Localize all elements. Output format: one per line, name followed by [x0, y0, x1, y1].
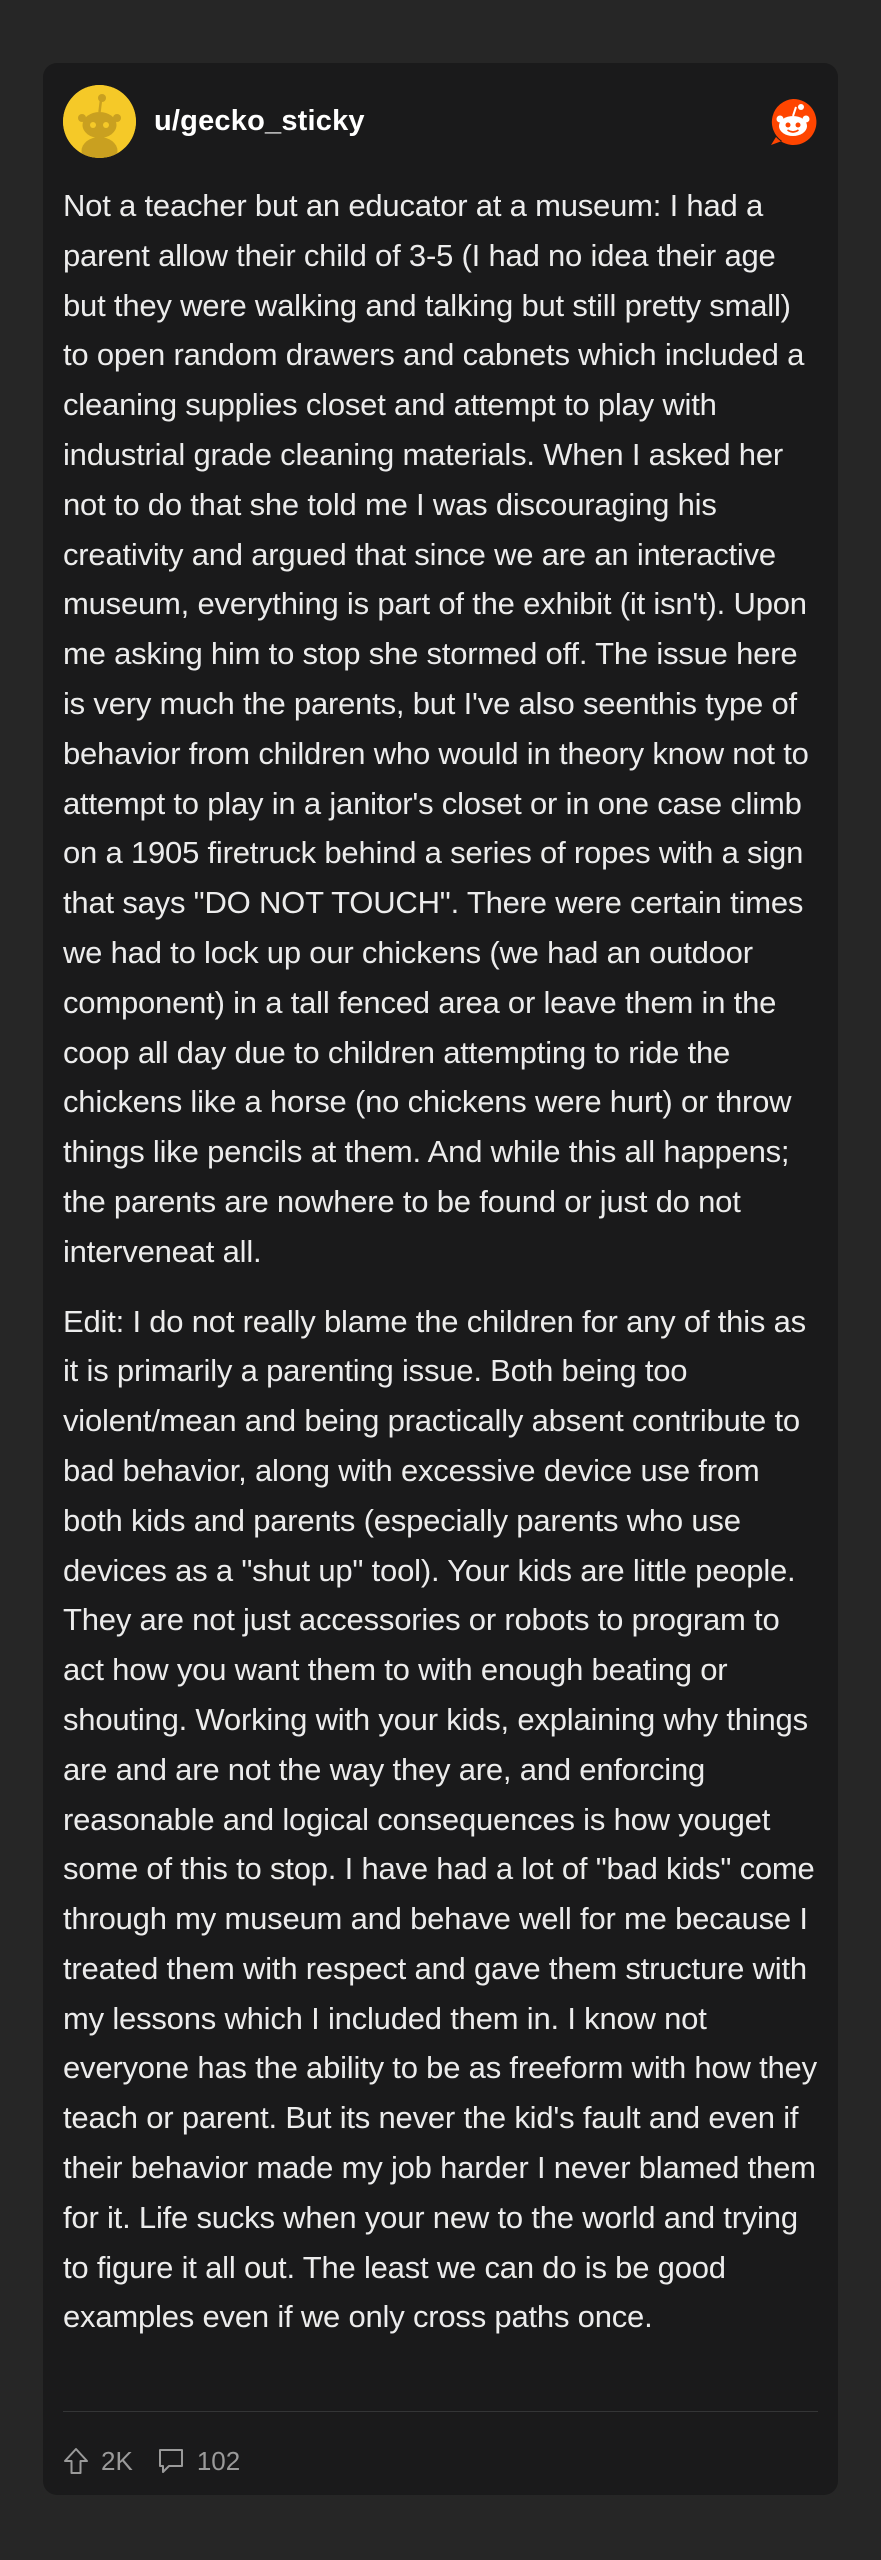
comment-count: 102	[196, 2445, 241, 2476]
divider	[63, 2411, 818, 2412]
comment-bubble-icon	[157, 2447, 185, 2475]
post-paragraph: Not a teacher but an educator at a museum: I had a parent allow their child of 3-5 (I had no idea their age but they were walking and talking but still pretty small) to open random drawers and cabnets which included a cleaning supplies closet and attempt to play with industrial grade cleaning materials. When I asked her not to do that she told me I was discouraging his creativity and argued that since we are an interactive museum, everything is part of the exhibit (it isn't). Upon me asking him to stop she stormed off. The issue here is very much the parents, but I've also seenthis type of behavior from children who would in theory know not to attempt to play in a janitor's closet or in one case climb on a 1905 firetruck behind a series of ropes with a sign that says "DO NOT TOUCH". There were certain times we had to lock up our chickens (we had an outdoor component) in a tall fenced area or leave them in the coop all day due to children attempting to ride the chickens like a horse (no chickens were hurt) or throw things like pencils at them. And while this all happens; the parents are nowhere to be found or just do not interveneat all.	[63, 188, 809, 1269]
upvote-count: 2K	[101, 2445, 133, 2476]
comments-button[interactable]	[157, 2446, 240, 2477]
upvote-arrow-icon	[63, 2447, 89, 2475]
post-footer	[63, 2441, 264, 2481]
post-header	[63, 83, 818, 159]
post-body	[63, 181, 822, 2362]
post-card	[43, 63, 838, 2495]
snoo-avatar-icon[interactable]	[63, 85, 136, 158]
reddit-logo-icon[interactable]	[768, 97, 818, 147]
post-paragraph: Edit: I do not really blame the children for any of this as it is primarily a parenting issue. Both being too violent/mean and being practically absent contribute to bad behavior, along with excessive device use from both kids and parents (especially parents who use devices as a "shut up" tool). Your kids are little people. They are not just accessories or robots to program to act how you want them to with enough beating or shouting. Working with your kids, explaining why things are and are not the way they are, and enforcing reasonable and logical consequences is how youget some of this to stop. I have had a lot of "bad kids" come through my museum and behave well for me because I treated them with respect and gave them structure with my lessons which I included them in. I know not everyone has the ability to be as freeform with how they teach or parent. But its never the kid's fault and even if their behavior made my job harder I never blamed them for it. Life sucks when your new to the world and trying to figure it all out. The least we can do is be good examples even if we only cross paths once.	[63, 1303, 817, 2335]
upvote-button[interactable]	[63, 2446, 133, 2477]
username[interactable]: u/gecko_sticky	[154, 104, 365, 137]
